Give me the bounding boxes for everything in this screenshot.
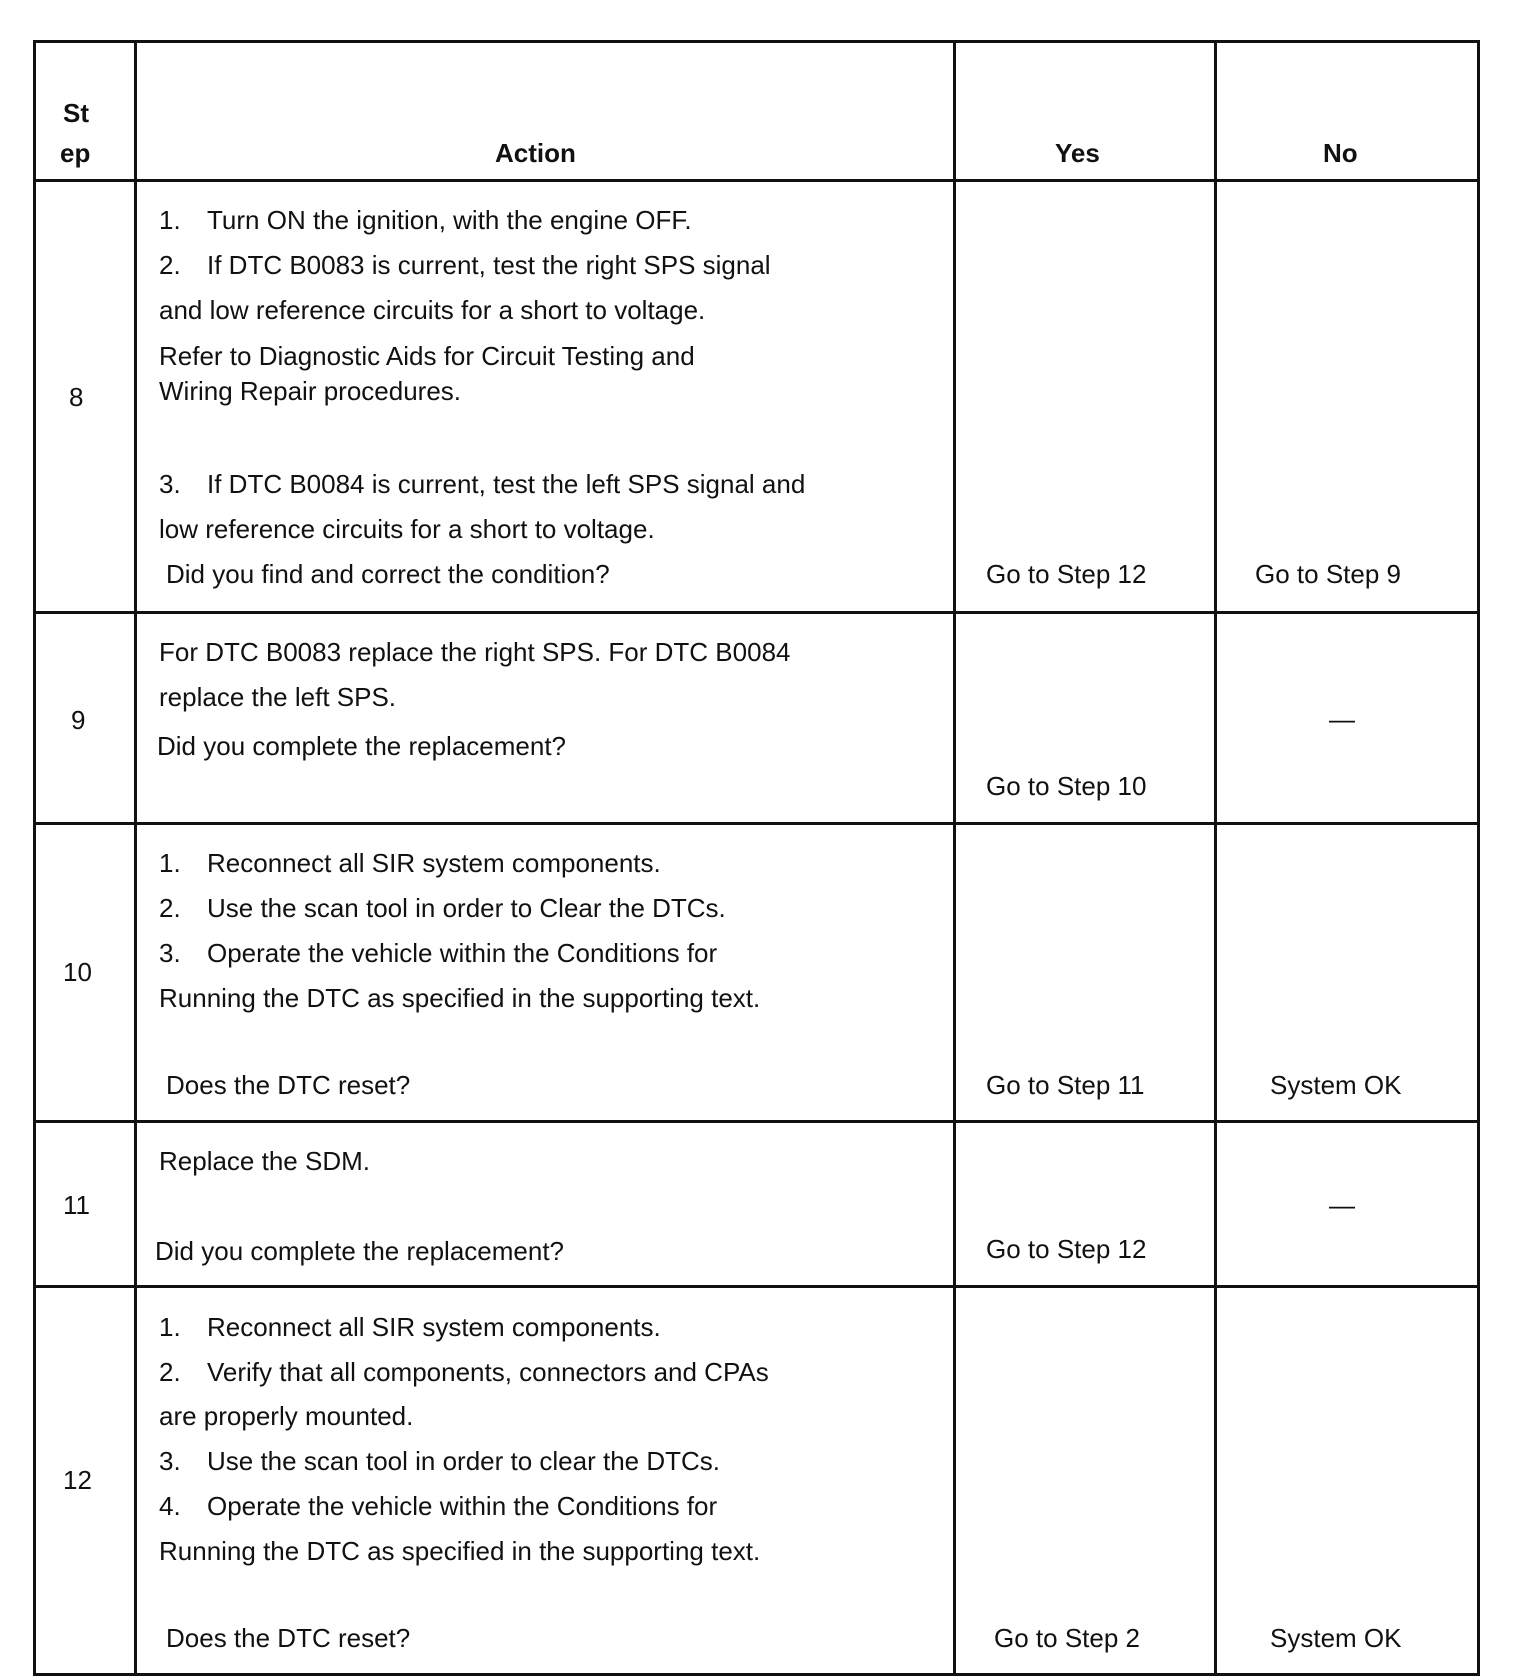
- action-line: [159, 848, 661, 878]
- action-line: [159, 1357, 769, 1387]
- action-line: [159, 1491, 717, 1521]
- no-result: System OK: [1270, 1623, 1402, 1653]
- list-number: 4.: [159, 1491, 181, 1521]
- column-divider-action: [953, 40, 956, 1676]
- action-question: Did you complete the replacement?: [155, 1236, 565, 1266]
- step-number: 8: [69, 382, 84, 412]
- list-number: 3.: [159, 1446, 181, 1476]
- action-question: Does the DTC reset?: [166, 1070, 411, 1100]
- action-line: [159, 938, 717, 968]
- header-no: No: [1323, 138, 1358, 168]
- column-divider-step: [134, 40, 137, 1676]
- yes-result: Go to Step 10: [986, 771, 1147, 801]
- list-number: 2.: [159, 893, 181, 923]
- action-line: low reference circuits for a short to voltage.: [159, 514, 655, 544]
- action-text: Verify that all components, connectors and CPAs: [207, 1357, 769, 1387]
- yes-result: Go to Step 2: [994, 1623, 1140, 1653]
- yes-result: Go to Step 11: [986, 1070, 1145, 1100]
- action-line: Running the DTC as specified in the supporting text.: [159, 1536, 761, 1566]
- action-line: For DTC B0083 replace the right SPS. For DTC B0084: [159, 637, 791, 667]
- action-line: Wiring Repair procedures.: [159, 376, 462, 406]
- table-border-bottom: [33, 1673, 1480, 1676]
- header-step-line2: ep: [60, 138, 91, 168]
- list-number: 1.: [159, 205, 181, 235]
- no-result: —: [1329, 1190, 1355, 1220]
- action-line: replace the left SPS.: [159, 682, 397, 712]
- list-number: 2.: [159, 1357, 181, 1387]
- yes-result: Go to Step 12: [986, 559, 1147, 589]
- action-line: Refer to Diagnostic Aids for Circuit Testing and: [159, 341, 695, 371]
- header-step-line1: St: [63, 98, 89, 128]
- list-number: 3.: [159, 938, 181, 968]
- header-yes: Yes: [1055, 138, 1100, 168]
- table-border-left: [33, 40, 36, 1676]
- diagnostic-table: [33, 40, 1480, 1676]
- header-action: Action: [495, 138, 576, 168]
- action-text: Operate the vehicle within the Conditions for: [207, 1491, 718, 1521]
- action-line: [159, 1312, 661, 1342]
- table-border-right: [1477, 40, 1480, 1676]
- action-text: Use the scan tool in order to clear the DTCs.: [207, 1446, 721, 1476]
- row-divider: [33, 1285, 1480, 1288]
- action-line: [159, 1446, 720, 1476]
- step-number: 10: [63, 957, 92, 987]
- action-text: Operate the vehicle within the Conditions for: [207, 938, 718, 968]
- table-border-top: [33, 40, 1480, 43]
- action-question: Does the DTC reset?: [166, 1623, 411, 1653]
- row-divider: [33, 611, 1480, 614]
- action-question: Did you find and correct the condition?: [166, 559, 610, 589]
- action-line: [159, 250, 771, 280]
- action-line: and low reference circuits for a short to voltage.: [159, 295, 706, 325]
- action-line: Running the DTC as specified in the supporting text.: [159, 983, 761, 1013]
- no-result: System OK: [1270, 1070, 1402, 1100]
- step-number: 11: [63, 1190, 90, 1220]
- header-divider: [33, 179, 1480, 182]
- action-line: [159, 205, 692, 235]
- action-question: Did you complete the replacement?: [157, 731, 567, 761]
- no-result: Go to Step 9: [1255, 559, 1401, 589]
- action-text: Reconnect all SIR system components.: [207, 1312, 661, 1342]
- action-text: Reconnect all SIR system components.: [207, 848, 661, 878]
- action-text: If DTC B0083 is current, test the right SPS signal: [207, 250, 771, 280]
- no-result: —: [1329, 704, 1355, 734]
- row-divider: [33, 822, 1480, 825]
- list-number: 1.: [159, 848, 181, 878]
- step-number: 9: [71, 705, 86, 735]
- list-number: 3.: [159, 469, 181, 499]
- action-text: If DTC B0084 is current, test the left SPS signal and: [207, 469, 806, 499]
- column-divider-yes: [1214, 40, 1217, 1676]
- list-number: 2.: [159, 250, 181, 280]
- row-divider: [33, 1120, 1480, 1123]
- step-number: 12: [63, 1465, 92, 1495]
- action-line: [159, 893, 726, 923]
- action-line: [159, 469, 805, 499]
- action-text: Turn ON the ignition, with the engine OFF.: [207, 205, 692, 235]
- action-text: Use the scan tool in order to Clear the DTCs.: [207, 893, 726, 923]
- yes-result: Go to Step 12: [986, 1234, 1147, 1264]
- list-number: 1.: [159, 1312, 181, 1342]
- action-line: are properly mounted.: [159, 1401, 414, 1431]
- action-line: Replace the SDM.: [159, 1146, 370, 1176]
